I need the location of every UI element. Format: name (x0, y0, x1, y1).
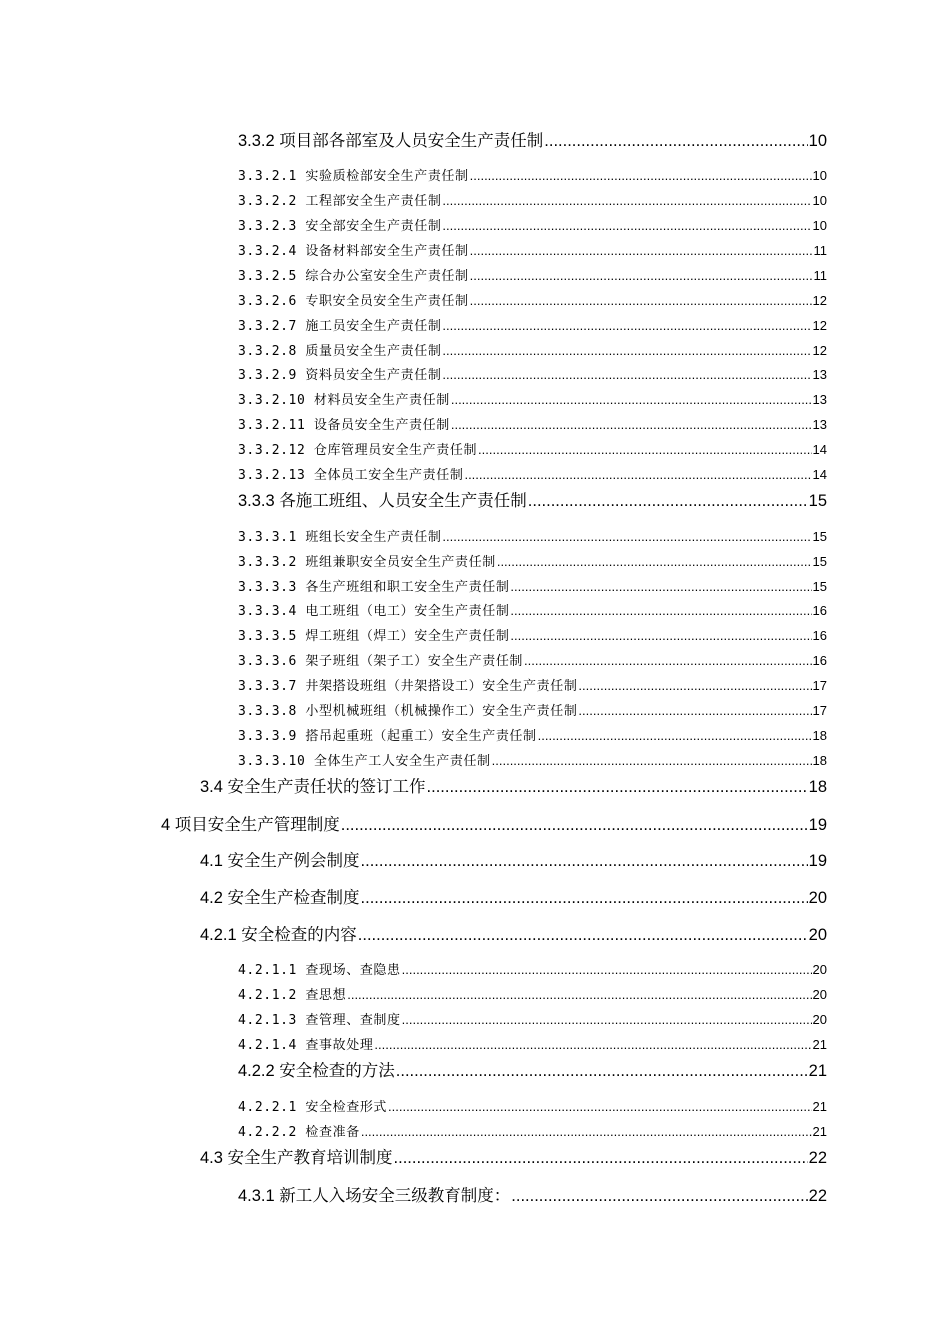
toc-entry-label: 4.2.1.1 查现场、查隐患 (238, 963, 401, 978)
toc-entry-page: 11 (813, 243, 827, 258)
toc-entry-page: 10 (812, 168, 827, 183)
toc-entry-label: 3.3.2.10 材料员安全生产责任制 (238, 393, 450, 408)
toc-leader-dots (402, 962, 812, 977)
toc-leader-dots (442, 367, 811, 382)
toc-entry-label: 3.3.2.1 实验质检部安全生产责任制 (238, 169, 469, 184)
toc-entry-page: 15 (812, 579, 827, 594)
toc-entry[interactable] (238, 1034, 827, 1053)
toc-leader-dots (442, 318, 811, 333)
toc-entry-page: 20 (808, 926, 827, 944)
toc-leader-dots (451, 417, 812, 432)
toc-entry[interactable] (238, 750, 827, 769)
toc-leader-dots (578, 678, 811, 693)
toc-entry[interactable] (238, 984, 827, 1003)
toc-entry-label: 3.3.3.8 小型机械班组（机械操作工）安全生产责任制 (238, 704, 578, 719)
toc-entry-label: 3.4 安全生产责任状的签订工作 (200, 778, 426, 796)
toc-leader-dots (442, 218, 811, 233)
toc-entry-label: 3.3.2.5 综合办公室安全生产责任制 (238, 269, 469, 284)
toc-leader-dots (427, 778, 808, 797)
toc-entry-label: 4.2.2.2 检查准备 (238, 1125, 360, 1140)
toc-entry-label: 3.3.3.2 班组兼职安全员安全生产责任制 (238, 555, 496, 570)
toc-entry[interactable] (238, 165, 827, 184)
toc-leader-dots (442, 343, 811, 358)
toc-entry[interactable] (238, 1057, 827, 1081)
toc-entry-label: 3.3.3.7 井架搭设班组（井架搭设工）安全生产责任制 (238, 679, 578, 694)
toc-entry-label: 3.3.2.9 资料员安全生产责任制 (238, 368, 442, 383)
toc-entry-page: 18 (812, 753, 827, 768)
toc-entry-label: 3.3.3 各施工班组、人员安全生产责任制 (238, 492, 527, 510)
toc-entry-label: 3.3.2.2 工程部安全生产责任制 (238, 194, 442, 209)
toc-leader-dots (510, 603, 811, 618)
toc-entry-label: 4.2.1.3 查管理、查制度 (238, 1013, 401, 1028)
toc-entry[interactable] (238, 576, 827, 595)
toc-entry[interactable] (238, 1121, 827, 1140)
toc-entry-page: 14 (812, 467, 827, 482)
toc-entry-page: 13 (812, 417, 827, 432)
toc-entry-page: 15 (812, 529, 827, 544)
toc-entry[interactable] (238, 215, 827, 234)
toc-entry[interactable] (238, 526, 827, 545)
toc-entry[interactable] (238, 1096, 827, 1115)
toc-leader-dots (402, 1012, 812, 1027)
toc-entry[interactable] (238, 290, 827, 309)
toc-leader-dots (578, 703, 811, 718)
toc-entry-label: 4.2.1 安全检查的内容 (200, 926, 357, 944)
toc-entry[interactable] (238, 240, 827, 259)
toc-leader-dots (361, 889, 808, 908)
toc-entry[interactable] (161, 811, 827, 835)
toc-entry-label: 4.2.2 安全检查的方法 (238, 1062, 395, 1080)
toc-entry[interactable] (238, 700, 827, 719)
toc-leader-dots (396, 1062, 808, 1081)
toc-entry-page: 13 (812, 367, 827, 382)
toc-entry[interactable] (238, 600, 827, 619)
toc-entry-label: 3.3.2.12 仓库管理员安全生产责任制 (238, 443, 478, 458)
toc-entry[interactable] (238, 675, 827, 694)
toc-entry[interactable] (238, 340, 827, 359)
toc-entry-page: 12 (812, 343, 827, 358)
toc-entry-page: 21 (808, 1062, 827, 1080)
toc-entry-page: 10 (812, 193, 827, 208)
toc-entry-label: 3.3.2.4 设备材料部安全生产责任制 (238, 244, 469, 259)
toc-entry-label: 3.3.2.11 设备员安全生产责任制 (238, 418, 450, 433)
toc-leader-dots (358, 926, 808, 945)
toc-entry-label: 4.2.1.4 查事故处理 (238, 1038, 374, 1053)
toc-entry[interactable] (238, 487, 827, 511)
toc-entry[interactable] (238, 1009, 827, 1028)
toc-leader-dots (442, 193, 811, 208)
toc-entry[interactable] (238, 414, 827, 433)
toc-leader-dots (497, 554, 812, 569)
toc-entry[interactable] (200, 884, 827, 908)
toc-entry[interactable] (238, 265, 827, 284)
toc-leader-dots (394, 1149, 808, 1168)
toc-entry-label: 3.3.2.13 全体员工安全生产责任制 (238, 468, 464, 483)
toc-entry-label: 3.3.3.4 电工班组（电工）安全生产责任制 (238, 604, 510, 619)
toc-leader-dots (464, 467, 811, 482)
toc-leader-dots (511, 1187, 807, 1206)
toc-entry-page: 12 (812, 318, 827, 333)
toc-entry[interactable] (238, 439, 827, 458)
toc-entry-page: 20 (808, 889, 827, 907)
toc-entry[interactable] (238, 959, 827, 978)
toc-entry-page: 19 (808, 852, 827, 870)
toc-entry[interactable] (238, 464, 827, 483)
toc-entry-label: 3.3.3.5 焊工班组（焊工）安全生产责任制 (238, 629, 510, 644)
toc-entry-page: 18 (812, 728, 827, 743)
toc-entry[interactable] (200, 773, 827, 797)
toc-leader-dots (524, 653, 812, 668)
toc-entry[interactable] (200, 921, 827, 945)
toc-entry-page: 16 (812, 628, 827, 643)
toc-entry-page: 11 (813, 268, 827, 283)
toc-entry-label: 3.3.2.3 安全部安全生产责任制 (238, 219, 442, 234)
toc-leader-dots (374, 1037, 811, 1052)
toc-entry-label: 3.3.2.8 质量员安全生产责任制 (238, 344, 442, 359)
toc-entry-page: 14 (812, 442, 827, 457)
toc-leader-dots (544, 132, 807, 151)
toc-leader-dots (538, 728, 812, 743)
toc-leader-dots (470, 168, 812, 183)
toc-leader-dots (470, 243, 813, 258)
toc-entry-page: 18 (808, 778, 827, 796)
toc-entry-page: 16 (812, 603, 827, 618)
toc-entry-page: 16 (812, 653, 827, 668)
toc-entry[interactable] (238, 725, 827, 744)
toc-entry-page: 17 (812, 678, 827, 693)
toc-leader-dots (361, 852, 808, 871)
toc-entry[interactable] (238, 625, 827, 644)
toc-entry-label: 4.2.1.2 查思想 (238, 988, 347, 1003)
toc-entry-label: 3.3.3.10 全体生产工人安全生产责任制 (238, 754, 491, 769)
toc-entry-page: 10 (812, 218, 827, 233)
toc-leader-dots (470, 268, 813, 283)
toc-entry-label: 3.3.3.6 架子班组（架子工）安全生产责任制 (238, 654, 524, 669)
toc-entry-label: 3.3.3.9 搭吊起重班（起重工）安全生产责任制 (238, 729, 537, 744)
toc-entry[interactable] (238, 551, 827, 570)
toc-entry-page: 21 (812, 1099, 827, 1114)
toc-entry-page: 10 (808, 132, 827, 150)
toc-entry[interactable] (238, 389, 827, 408)
toc-entry-page: 13 (812, 392, 827, 407)
toc-leader-dots (442, 529, 811, 544)
toc-entry-label: 4.3.1 新工人入场安全三级教育制度： (238, 1187, 511, 1205)
toc-entry-page: 21 (812, 1124, 827, 1139)
toc-leader-dots (478, 442, 811, 457)
toc-entry-label: 3.3.2 项目部各部室及人员安全生产责任制 (238, 132, 544, 150)
toc-entry[interactable] (238, 650, 827, 669)
toc-leader-dots (528, 492, 808, 511)
toc-entry-label: 4 项目安全生产管理制度 (161, 816, 340, 834)
toc-entry-page: 20 (812, 987, 827, 1002)
toc-entry[interactable] (238, 190, 827, 209)
toc-leader-dots (388, 1099, 812, 1114)
toc-entry[interactable] (238, 315, 827, 334)
toc-entry-label: 4.2.2.1 安全检查形式 (238, 1100, 388, 1115)
toc-entry-page: 20 (812, 1012, 827, 1027)
toc-entry-label: 4.1 安全生产例会制度 (200, 852, 360, 870)
toc-entry[interactable] (238, 364, 827, 383)
toc-entry-page: 22 (808, 1187, 827, 1205)
toc-entry-label: 3.3.3.3 各生产班组和职工安全生产责任制 (238, 580, 510, 595)
toc-entry-label: 3.3.2.7 施工员安全生产责任制 (238, 319, 442, 334)
toc-entry-label: 4.2 安全生产检查制度 (200, 889, 360, 907)
toc-leader-dots (341, 816, 808, 835)
toc-entry-label: 3.3.3.1 班组长安全生产责任制 (238, 530, 442, 545)
toc-entry-page: 22 (808, 1149, 827, 1167)
toc-leader-dots (470, 293, 812, 308)
toc-entry-label: 4.3 安全生产教育培训制度 (200, 1149, 393, 1167)
toc-leader-dots (451, 392, 812, 407)
toc-entry[interactable] (200, 847, 827, 871)
toc-entry-page: 17 (812, 703, 827, 718)
toc-entry-page: 20 (812, 962, 827, 977)
toc-leader-dots (510, 579, 811, 594)
toc-leader-dots (510, 628, 811, 643)
toc-entry-page: 19 (808, 816, 827, 834)
toc-leader-dots (361, 1124, 812, 1139)
toc-entry[interactable] (238, 1182, 827, 1206)
toc-leader-dots (492, 753, 812, 768)
toc-entry-page: 15 (808, 492, 827, 510)
toc-entry-label: 3.3.2.6 专职安全员安全生产责任制 (238, 294, 469, 309)
toc-entry[interactable] (200, 1144, 827, 1168)
toc-entry[interactable] (238, 127, 827, 151)
toc-entry-page: 12 (812, 293, 827, 308)
toc-leader-dots (347, 987, 811, 1002)
toc-entry-page: 15 (812, 554, 827, 569)
toc-entry-page: 21 (812, 1037, 827, 1052)
